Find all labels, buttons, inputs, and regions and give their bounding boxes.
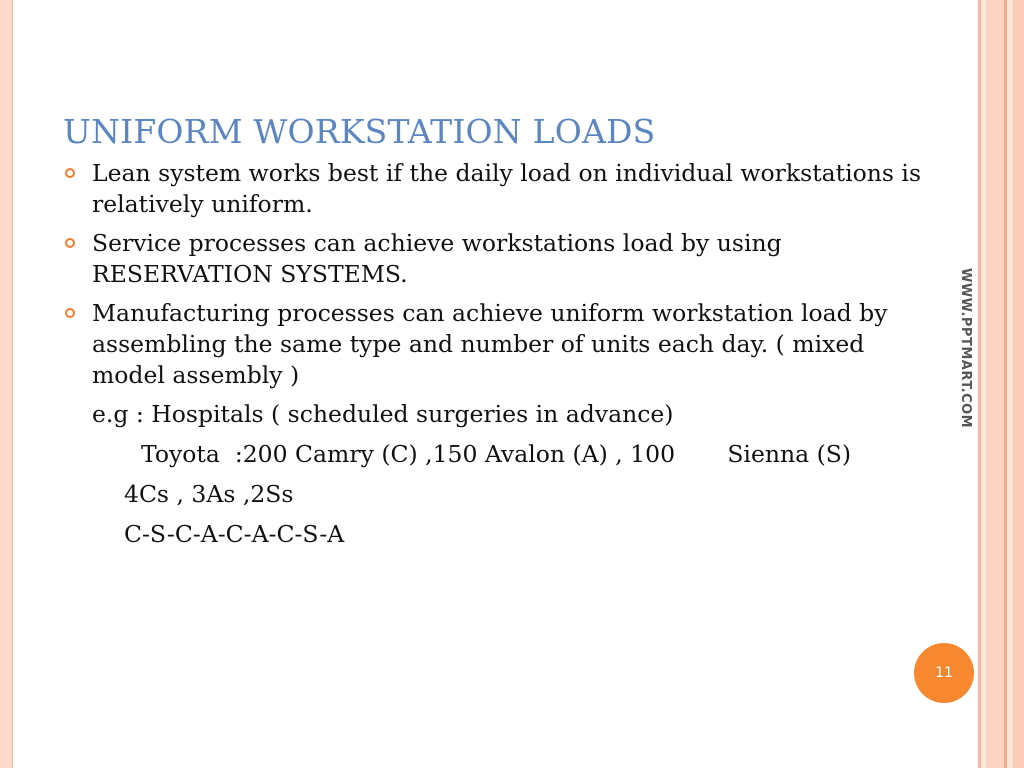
slide-title: UNIFORM WORKSTATION LOADS <box>63 112 656 151</box>
bullet-circle-icon <box>65 238 75 248</box>
page-number-badge <box>914 643 974 703</box>
bullet-item <box>63 228 943 290</box>
left-border <box>0 0 13 768</box>
sequence-line: C-S-C-A-C-A-C-S-A <box>124 520 345 548</box>
page-number: 11 <box>935 665 953 681</box>
bullet-text: Manufacturing processes can achieve uniform workstation load by assembling the same type and number of units each day. ( mixed model assembly ) <box>92 299 888 389</box>
bullet-item <box>63 158 943 220</box>
right-decorative-stripes <box>978 0 1024 768</box>
stripe <box>986 0 1004 768</box>
bullet-circle-icon <box>65 308 75 318</box>
bullet-text: Service processes can achieve workstations load by using RESERVATION SYSTEMS. <box>92 229 782 288</box>
stripe <box>1013 0 1024 768</box>
bullet-item <box>63 298 943 391</box>
watermark: WWW.PPTMART.COM <box>958 268 973 429</box>
bullet-text: Lean system works best if the daily load on individual workstations is relatively uniform. <box>92 159 922 218</box>
slide-body <box>63 158 943 559</box>
toyota-line: Toyota :200 Camry (C) ,150 Avalon (A) , 100 Sienna (S) <box>141 440 852 468</box>
bullet-circle-icon <box>65 168 75 178</box>
example-line: e.g : Hospitals ( scheduled surgeries in advance) <box>92 400 674 428</box>
ratio-line: 4Cs , 3As ,2Ss <box>124 480 294 508</box>
